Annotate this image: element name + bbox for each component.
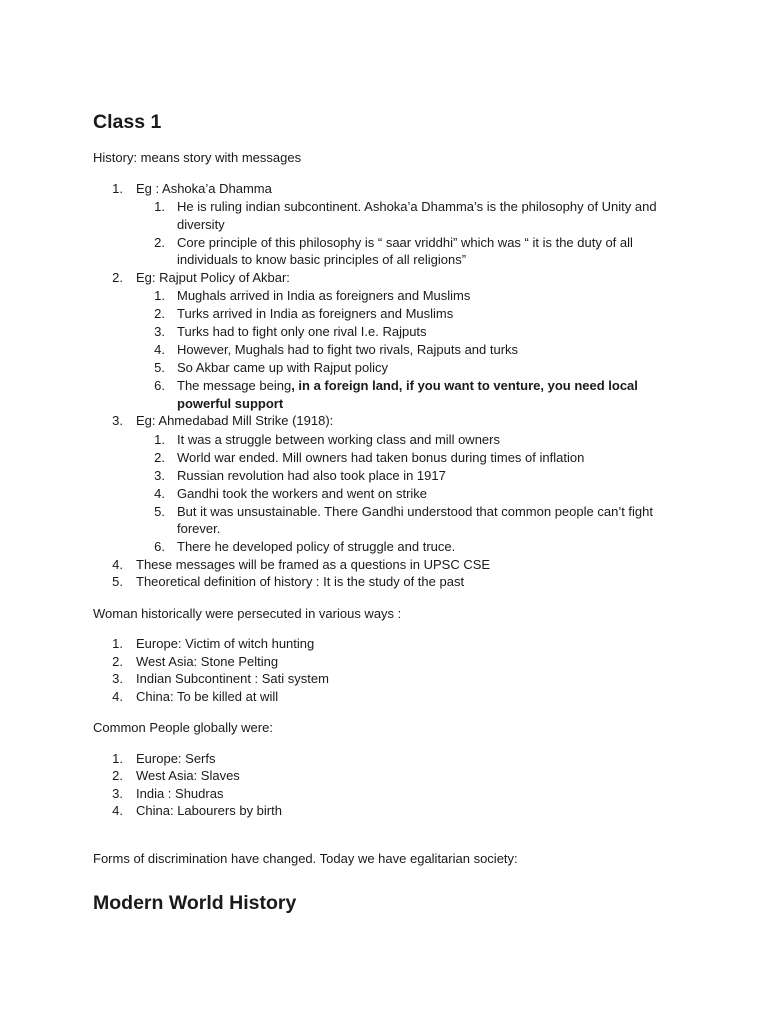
sublist bbox=[136, 198, 683, 269]
list-item: 1. Eg : Ashoka’a Dhamma 1. He is ruling indian subcontinent. Ashoka’a Dhamma’s is the philosophy of Unity and diversity 2. Core principle of this philosophy is “ saar vriddhi” which was “ it is the duty of all individuals to know basic principles of all religions” bbox=[93, 180, 683, 269]
sublist bbox=[136, 431, 683, 556]
list-item: 4. These messages will be framed as a questions in UPSC CSE bbox=[112, 556, 491, 572]
list-item: 4. However, Mughals had to fight two rivals, Rajputs and turks bbox=[154, 342, 519, 357]
document-page bbox=[93, 108, 683, 917]
list-item: 4. China: To be killed at will bbox=[112, 688, 279, 704]
bold-message: , in a foreign land, if you want to venture, you need local powerful support bbox=[177, 378, 638, 411]
list-item: 3. Indian Subcontinent : Sati system bbox=[112, 671, 329, 686]
list-item: 1. Mughals arrived in India as foreigners and Muslims bbox=[154, 288, 471, 303]
list-item: 1. He is ruling indian subcontinent. Ashoka’a Dhamma’s is the philosophy of Unity and diversity bbox=[154, 199, 657, 232]
list-item: 2. World war ended. Mill owners had taken bonus during times of inflation bbox=[154, 449, 585, 465]
list-item: 2. Turks arrived in India as foreigners and Muslims bbox=[154, 306, 454, 321]
list-item: 2. West Asia: Stone Pelting bbox=[112, 653, 279, 669]
list-item: 2. Core principle of this philosophy is “ saar vriddhi” which was “ it is the duty of all individuals to know basic principles of all religions” bbox=[154, 234, 633, 267]
common-people-list bbox=[93, 750, 683, 820]
list-item: 5. But it was unsustainable. There Gandhi understood that common people can’t fight forever. bbox=[154, 503, 653, 536]
list-item: 1. Europe: Serfs bbox=[112, 750, 216, 766]
list-item: 6. There he developed policy of struggle and truce. bbox=[154, 539, 456, 554]
list-item: 3. Turks had to fight only one rival I.e. Rajputs bbox=[154, 324, 427, 339]
list-item: 5. So Akbar came up with Rajput policy bbox=[154, 360, 388, 375]
list-item: 2. Eg: Rajput Policy of Akbar: 1. Mughals arrived in India as foreigners and Muslims 2. Turks arrived in India as foreigners and Muslims 3. Turks had to fight only one rival I.e. Rajputs 4. However, Mughals had to fight two rivals, Rajputs and turks 5. So Akbar came up with Rajput policy 6. The message being, in a foreign land, if you want to venture, you need local powerful support bbox=[93, 269, 683, 413]
heading-class-1: Class 1 bbox=[93, 111, 162, 133]
list-item: 4. China: Labourers by birth bbox=[112, 803, 282, 818]
heading-modern-world-history: Modern World History bbox=[93, 892, 297, 914]
discrimination-text: Forms of discrimination have changed. Today we have egalitarian society: bbox=[93, 850, 518, 866]
women-intro-text: Woman historically were persecuted in various ways : bbox=[93, 605, 402, 621]
list-item: 6. The message being, in a foreign land, if you want to venture, you need local powerful support bbox=[154, 378, 638, 411]
history-examples-list bbox=[93, 180, 683, 591]
list-item: 3. India : Shudras bbox=[112, 785, 224, 801]
list-item: 1. Europe: Victim of witch hunting bbox=[112, 636, 315, 651]
list-item: 3. Eg: Ahmedabad Mill Strike (1918): 1. It was a struggle between working class and mill owners 2. World war ended. Mill owners had taken bonus during times of inflation 3. Russian revolution had also took place in 1917 4. Gandhi took the workers and went on strike 5. But it was unsustainable. There Gandhi understood that common people can’t fight forever. 6. There he developed policy of struggle and truce. bbox=[93, 412, 683, 556]
women-list bbox=[93, 635, 683, 705]
intro-text: History: means story with messages bbox=[93, 150, 302, 165]
list-item: 3. Russian revolution had also took place in 1917 bbox=[154, 467, 446, 483]
list-item: 1. It was a struggle between working class and mill owners bbox=[154, 431, 500, 447]
list-item: 5. Theoretical definition of history : It is the study of the past bbox=[112, 574, 465, 589]
sublist bbox=[136, 287, 683, 412]
common-people-intro-text: Common People globally were: bbox=[93, 720, 273, 735]
list-item: 4. Gandhi took the workers and went on strike bbox=[154, 485, 428, 501]
list-item: 2. West Asia: Slaves bbox=[112, 768, 240, 783]
